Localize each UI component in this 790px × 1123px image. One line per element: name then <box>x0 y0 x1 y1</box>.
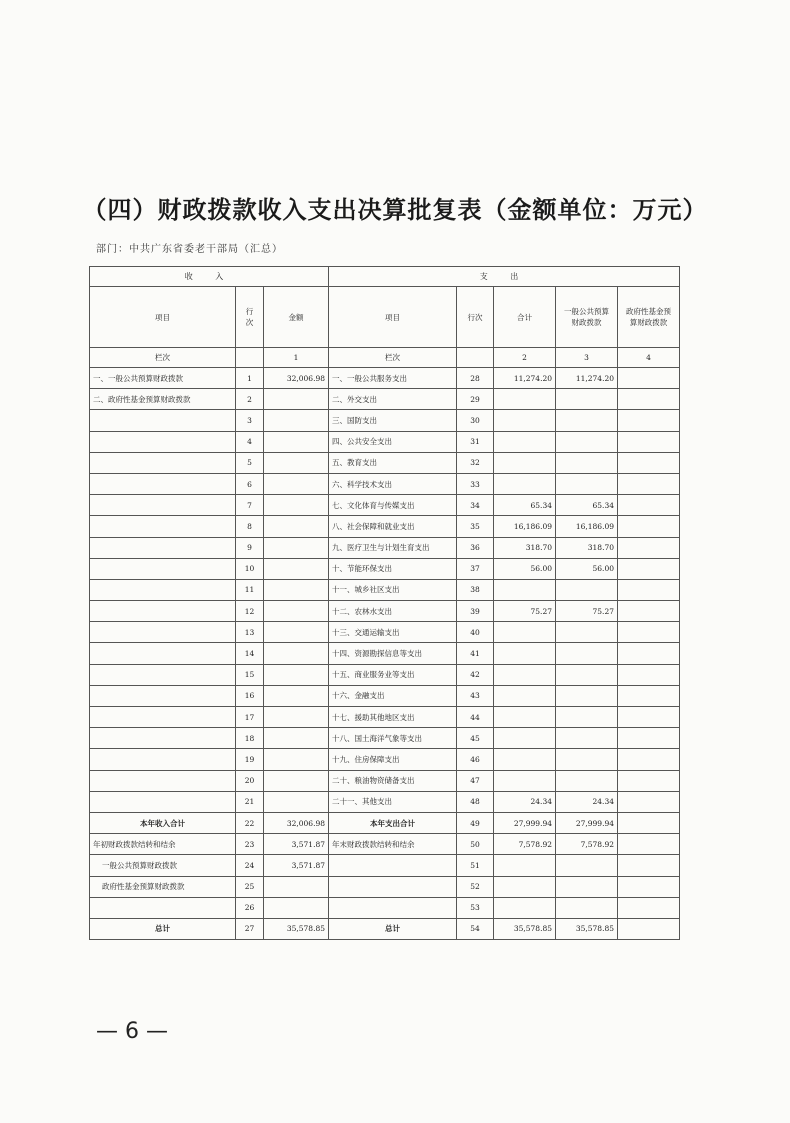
income-item-cell: 年初财政拨款结转和结余 <box>90 834 236 855</box>
expense-general-cell <box>556 410 618 431</box>
income-rowno-cell: 7 <box>236 495 264 516</box>
income-amount-cell <box>264 431 329 452</box>
department-label: 部门：中共广东省委老干部局（汇总） <box>96 244 283 255</box>
expense-total-cell <box>494 770 556 791</box>
income-amount-cell <box>264 749 329 770</box>
expense-rowno-cell: 45 <box>457 728 494 749</box>
expense-item-cell: 十、节能环保支出 <box>329 558 457 579</box>
expense-item-cell: 十五、商业服务业等支出 <box>329 664 457 685</box>
expense-general-cell <box>556 664 618 685</box>
expense-fund-cell <box>618 643 680 664</box>
expense-fund-cell <box>618 516 680 537</box>
expense-total-cell <box>494 431 556 452</box>
fund-column-no: 4 <box>618 348 680 368</box>
income-amount-cell <box>264 770 329 791</box>
income-amount-cell <box>264 876 329 897</box>
income-rowno-cell: 5 <box>236 452 264 473</box>
expense-general-cell <box>556 473 618 494</box>
expense-total-cell <box>494 855 556 876</box>
expense-item-cell: 六、科学技术支出 <box>329 473 457 494</box>
income-amount-cell <box>264 791 329 812</box>
expense-rowno-cell: 41 <box>457 643 494 664</box>
income-amount-cell <box>264 643 329 664</box>
expense-item-cell <box>329 876 457 897</box>
income-amount-cell <box>264 516 329 537</box>
expense-fund-cell <box>618 452 680 473</box>
income-item-cell <box>90 601 236 622</box>
income-rowno-cell: 9 <box>236 537 264 558</box>
table-row <box>90 516 680 537</box>
expense-total-cell: 24.34 <box>494 791 556 812</box>
expense-rowno-cell: 43 <box>457 685 494 706</box>
expense-fund-cell <box>618 834 680 855</box>
expense-rowno-cell: 50 <box>457 834 494 855</box>
expense-rowno-header: 行次 <box>457 287 494 348</box>
expense-rowno-cell: 34 <box>457 495 494 516</box>
income-item-cell <box>90 897 236 918</box>
table-row <box>90 579 680 600</box>
income-rowno-cell: 11 <box>236 579 264 600</box>
table-row <box>90 876 680 897</box>
income-amount-cell <box>264 685 329 706</box>
expense-fund-cell <box>618 685 680 706</box>
income-rowno-cell: 8 <box>236 516 264 537</box>
expense-total-cell: 35,578.85 <box>494 918 556 939</box>
expense-item-cell: 总计 <box>329 918 457 939</box>
expense-general-cell <box>556 452 618 473</box>
expense-general-cell <box>556 707 618 728</box>
table-row <box>90 897 680 918</box>
expense-total-cell <box>494 473 556 494</box>
expense-fund-cell <box>618 918 680 939</box>
income-rowno-cell: 16 <box>236 685 264 706</box>
expense-total-cell <box>494 410 556 431</box>
income-amount-cell <box>264 537 329 558</box>
expense-item-cell: 十一、城乡社区支出 <box>329 579 457 600</box>
expense-general-cell: 65.34 <box>556 495 618 516</box>
income-rowno-cell: 19 <box>236 749 264 770</box>
general-budget-header: 一般公共预算财政拨款 <box>556 287 618 348</box>
expense-general-cell: 7,578.92 <box>556 834 618 855</box>
income-item-cell <box>90 707 236 728</box>
expense-total-cell <box>494 728 556 749</box>
expense-fund-cell <box>618 812 680 833</box>
table-row <box>90 685 680 706</box>
income-rowno-cell: 10 <box>236 558 264 579</box>
income-amount-cell <box>264 622 329 643</box>
expense-fund-cell <box>618 389 680 410</box>
expense-column-label: 栏次 <box>329 348 457 368</box>
income-rowno-cell: 4 <box>236 431 264 452</box>
page-number: — 6 — <box>96 1019 168 1044</box>
expense-rowno-cell: 44 <box>457 707 494 728</box>
expense-total-cell: 7,578.92 <box>494 834 556 855</box>
expense-fund-cell <box>618 579 680 600</box>
expense-general-cell <box>556 389 618 410</box>
income-rowno-cell: 23 <box>236 834 264 855</box>
expense-fund-cell <box>618 537 680 558</box>
income-item-cell: 一般公共预算财政拨款 <box>90 855 236 876</box>
table-row <box>90 537 680 558</box>
expense-item-cell: 七、文化体育与传媒支出 <box>329 495 457 516</box>
income-rowno-cell: 14 <box>236 643 264 664</box>
table-row <box>90 473 680 494</box>
expense-general-cell: 16,186.09 <box>556 516 618 537</box>
table-row <box>90 601 680 622</box>
table-row <box>90 749 680 770</box>
income-item-cell <box>90 749 236 770</box>
expense-item-cell: 一、一般公共服务支出 <box>329 368 457 389</box>
expense-general-cell: 75.27 <box>556 601 618 622</box>
income-rowno-cell: 21 <box>236 791 264 812</box>
expense-rowno-cell: 49 <box>457 812 494 833</box>
expense-fund-cell <box>618 876 680 897</box>
gov-fund-header: 政府性基金预算财政拨款 <box>618 287 680 348</box>
income-item-cell: 本年收入合计 <box>90 812 236 833</box>
income-item-cell <box>90 685 236 706</box>
expense-rowno-cell: 28 <box>457 368 494 389</box>
expense-fund-cell <box>618 749 680 770</box>
income-item-cell <box>90 622 236 643</box>
income-item-cell: 二、政府性基金预算财政拨款 <box>90 389 236 410</box>
income-amount-cell: 32,006.98 <box>264 812 329 833</box>
income-amount-cell <box>264 579 329 600</box>
income-item-header: 项目 <box>90 287 236 348</box>
income-amount-header: 金额 <box>264 287 329 348</box>
expense-item-cell: 十九、住房保障支出 <box>329 749 457 770</box>
table-row <box>90 622 680 643</box>
expense-fund-cell <box>618 728 680 749</box>
expense-general-cell: 11,274.20 <box>556 368 618 389</box>
expense-general-cell <box>556 770 618 791</box>
income-item-cell <box>90 516 236 537</box>
table-row <box>90 770 680 791</box>
expense-total-cell <box>494 579 556 600</box>
expense-group-header: 支 出 <box>329 267 680 287</box>
income-item-cell: 一、一般公共预算财政拨款 <box>90 368 236 389</box>
table-row <box>90 855 680 876</box>
table-row <box>90 452 680 473</box>
income-rowno-cell: 18 <box>236 728 264 749</box>
expense-total-cell: 318.70 <box>494 537 556 558</box>
expense-item-cell: 十二、农林水支出 <box>329 601 457 622</box>
expense-item-cell: 年末财政拨款结转和结余 <box>329 834 457 855</box>
expense-item-cell: 十三、交通运输支出 <box>329 622 457 643</box>
expense-fund-cell <box>618 770 680 791</box>
expense-rowno-cell: 30 <box>457 410 494 431</box>
income-amount-cell <box>264 664 329 685</box>
expense-total-header: 合计 <box>494 287 556 348</box>
expense-rowno-cell: 42 <box>457 664 494 685</box>
income-item-cell: 政府性基金预算财政拨款 <box>90 876 236 897</box>
expense-fund-cell <box>618 791 680 812</box>
expense-fund-cell <box>618 664 680 685</box>
income-amount-cell <box>264 473 329 494</box>
income-item-cell <box>90 452 236 473</box>
page-title: （四）财政拨款收入支出决算批复表（金额单位：万元） <box>82 195 708 224</box>
expense-rowno-cell: 53 <box>457 897 494 918</box>
expense-fund-cell <box>618 601 680 622</box>
income-item-cell <box>90 410 236 431</box>
income-rowno-cell: 27 <box>236 918 264 939</box>
income-rowno-cell: 12 <box>236 601 264 622</box>
expense-general-cell <box>556 728 618 749</box>
expense-general-cell <box>556 876 618 897</box>
expense-total-cell: 56.00 <box>494 558 556 579</box>
table-row <box>90 918 680 939</box>
expense-total-cell: 65.34 <box>494 495 556 516</box>
expense-item-cell: 二十、粮油物资储备支出 <box>329 770 457 791</box>
expense-total-cell <box>494 643 556 664</box>
income-item-cell: 总计 <box>90 918 236 939</box>
income-amount-cell <box>264 558 329 579</box>
expense-general-cell: 27,999.94 <box>556 812 618 833</box>
income-rowno-cell: 20 <box>236 770 264 791</box>
expense-rowno-cell: 47 <box>457 770 494 791</box>
table-row <box>90 791 680 812</box>
expense-rowno-cell: 52 <box>457 876 494 897</box>
expense-general-cell <box>556 855 618 876</box>
expense-item-cell: 九、医疗卫生与计划生育支出 <box>329 537 457 558</box>
expense-general-cell: 56.00 <box>556 558 618 579</box>
expense-rowno-cell: 36 <box>457 537 494 558</box>
income-rowno-cell: 22 <box>236 812 264 833</box>
income-item-cell <box>90 558 236 579</box>
expense-fund-cell <box>618 558 680 579</box>
table-row <box>90 664 680 685</box>
expense-total-cell <box>494 622 556 643</box>
expense-general-cell: 318.70 <box>556 537 618 558</box>
expense-rowno-cell: 31 <box>457 431 494 452</box>
expense-fund-cell <box>618 410 680 431</box>
income-rowno-header: 行次 <box>236 287 264 348</box>
income-item-cell <box>90 473 236 494</box>
income-item-cell <box>90 664 236 685</box>
income-amount-cell: 3,571.87 <box>264 855 329 876</box>
expense-item-cell: 八、社会保障和就业支出 <box>329 516 457 537</box>
income-rowno-cell: 26 <box>236 897 264 918</box>
table-row <box>90 431 680 452</box>
expense-item-header: 项目 <box>329 287 457 348</box>
general-column-no: 3 <box>556 348 618 368</box>
income-amount-cell <box>264 410 329 431</box>
income-rowno-cell: 3 <box>236 410 264 431</box>
income-column-label: 栏次 <box>90 348 236 368</box>
expense-fund-cell <box>618 855 680 876</box>
income-amount-cell <box>264 495 329 516</box>
expense-item-cell: 二十一、其他支出 <box>329 791 457 812</box>
income-item-cell <box>90 431 236 452</box>
income-amount-cell <box>264 897 329 918</box>
amount-column-no: 1 <box>264 348 329 368</box>
income-rowno-cell: 6 <box>236 473 264 494</box>
income-item-cell <box>90 770 236 791</box>
expense-item-cell: 十四、资源勘探信息等支出 <box>329 643 457 664</box>
income-amount-cell <box>264 452 329 473</box>
expense-total-cell <box>494 897 556 918</box>
expense-rowno-cell: 39 <box>457 601 494 622</box>
income-item-cell <box>90 643 236 664</box>
expense-total-cell <box>494 664 556 685</box>
table-row <box>90 389 680 410</box>
expense-general-cell <box>556 897 618 918</box>
expense-rowno-cell: 38 <box>457 579 494 600</box>
income-group-header: 收 入 <box>90 267 329 287</box>
income-rowno-cell: 24 <box>236 855 264 876</box>
income-rowno-cell: 15 <box>236 664 264 685</box>
expense-rowno-cell: 46 <box>457 749 494 770</box>
income-amount-cell <box>264 728 329 749</box>
budget-table <box>89 266 680 940</box>
expense-fund-cell <box>618 473 680 494</box>
income-item-cell <box>90 728 236 749</box>
income-amount-cell: 3,571.87 <box>264 834 329 855</box>
income-rowno-cell: 1 <box>236 368 264 389</box>
expense-rowno-cell: 54 <box>457 918 494 939</box>
expense-rowno-cell: 40 <box>457 622 494 643</box>
expense-rowno-cell: 35 <box>457 516 494 537</box>
expense-item-cell: 十六、金融支出 <box>329 685 457 706</box>
table-row <box>90 707 680 728</box>
expense-total-cell: 75.27 <box>494 601 556 622</box>
expense-fund-cell <box>618 368 680 389</box>
income-rowno-cell: 2 <box>236 389 264 410</box>
income-item-cell <box>90 791 236 812</box>
expense-item-cell <box>329 855 457 876</box>
income-amount-cell: 35,578.85 <box>264 918 329 939</box>
expense-general-cell: 24.34 <box>556 791 618 812</box>
table-row <box>90 834 680 855</box>
income-item-cell <box>90 495 236 516</box>
expense-total-cell: 16,186.09 <box>494 516 556 537</box>
expense-rowno-cell: 48 <box>457 791 494 812</box>
table-row <box>90 643 680 664</box>
income-rowno-cell: 25 <box>236 876 264 897</box>
expense-general-cell: 35,578.85 <box>556 918 618 939</box>
expense-total-cell: 11,274.20 <box>494 368 556 389</box>
expense-item-cell: 十七、援助其他地区支出 <box>329 707 457 728</box>
expense-general-cell <box>556 643 618 664</box>
income-item-cell <box>90 579 236 600</box>
expense-general-cell <box>556 579 618 600</box>
expense-rowno-cell: 37 <box>457 558 494 579</box>
table-row <box>90 410 680 431</box>
expense-total-cell: 27,999.94 <box>494 812 556 833</box>
column-number-row <box>90 348 680 368</box>
income-amount-cell: 32,006.98 <box>264 368 329 389</box>
expense-total-cell <box>494 685 556 706</box>
expense-rowno-cell: 29 <box>457 389 494 410</box>
expense-fund-cell <box>618 622 680 643</box>
expense-fund-cell <box>618 431 680 452</box>
expense-item-cell: 十八、国土海洋气象等支出 <box>329 728 457 749</box>
expense-total-cell <box>494 749 556 770</box>
total-column-no: 2 <box>494 348 556 368</box>
expense-total-cell <box>494 389 556 410</box>
expense-general-cell <box>556 685 618 706</box>
table-row <box>90 558 680 579</box>
expense-rowno-cell: 33 <box>457 473 494 494</box>
income-amount-cell <box>264 601 329 622</box>
expense-total-cell <box>494 452 556 473</box>
column-header-row <box>90 287 680 348</box>
expense-item-cell: 本年支出合计 <box>329 812 457 833</box>
expense-rowno-cell: 32 <box>457 452 494 473</box>
group-header-row <box>90 267 680 287</box>
income-amount-cell <box>264 707 329 728</box>
table-row <box>90 728 680 749</box>
expense-rowno-cell: 51 <box>457 855 494 876</box>
expense-fund-cell <box>618 707 680 728</box>
income-amount-cell <box>264 389 329 410</box>
income-item-cell <box>90 537 236 558</box>
expense-item-cell: 五、教育支出 <box>329 452 457 473</box>
expense-general-cell <box>556 749 618 770</box>
table-row <box>90 812 680 833</box>
expense-fund-cell <box>618 897 680 918</box>
expense-item-cell: 三、国防支出 <box>329 410 457 431</box>
expense-item-cell: 四、公共安全支出 <box>329 431 457 452</box>
expense-item-cell <box>329 897 457 918</box>
expense-total-cell <box>494 876 556 897</box>
expense-fund-cell <box>618 495 680 516</box>
income-rowno-cell: 13 <box>236 622 264 643</box>
expense-general-cell <box>556 622 618 643</box>
table-row <box>90 368 680 389</box>
expense-general-cell <box>556 431 618 452</box>
expense-total-cell <box>494 707 556 728</box>
income-rowno-cell: 17 <box>236 707 264 728</box>
expense-item-cell: 二、外交支出 <box>329 389 457 410</box>
table-row <box>90 495 680 516</box>
